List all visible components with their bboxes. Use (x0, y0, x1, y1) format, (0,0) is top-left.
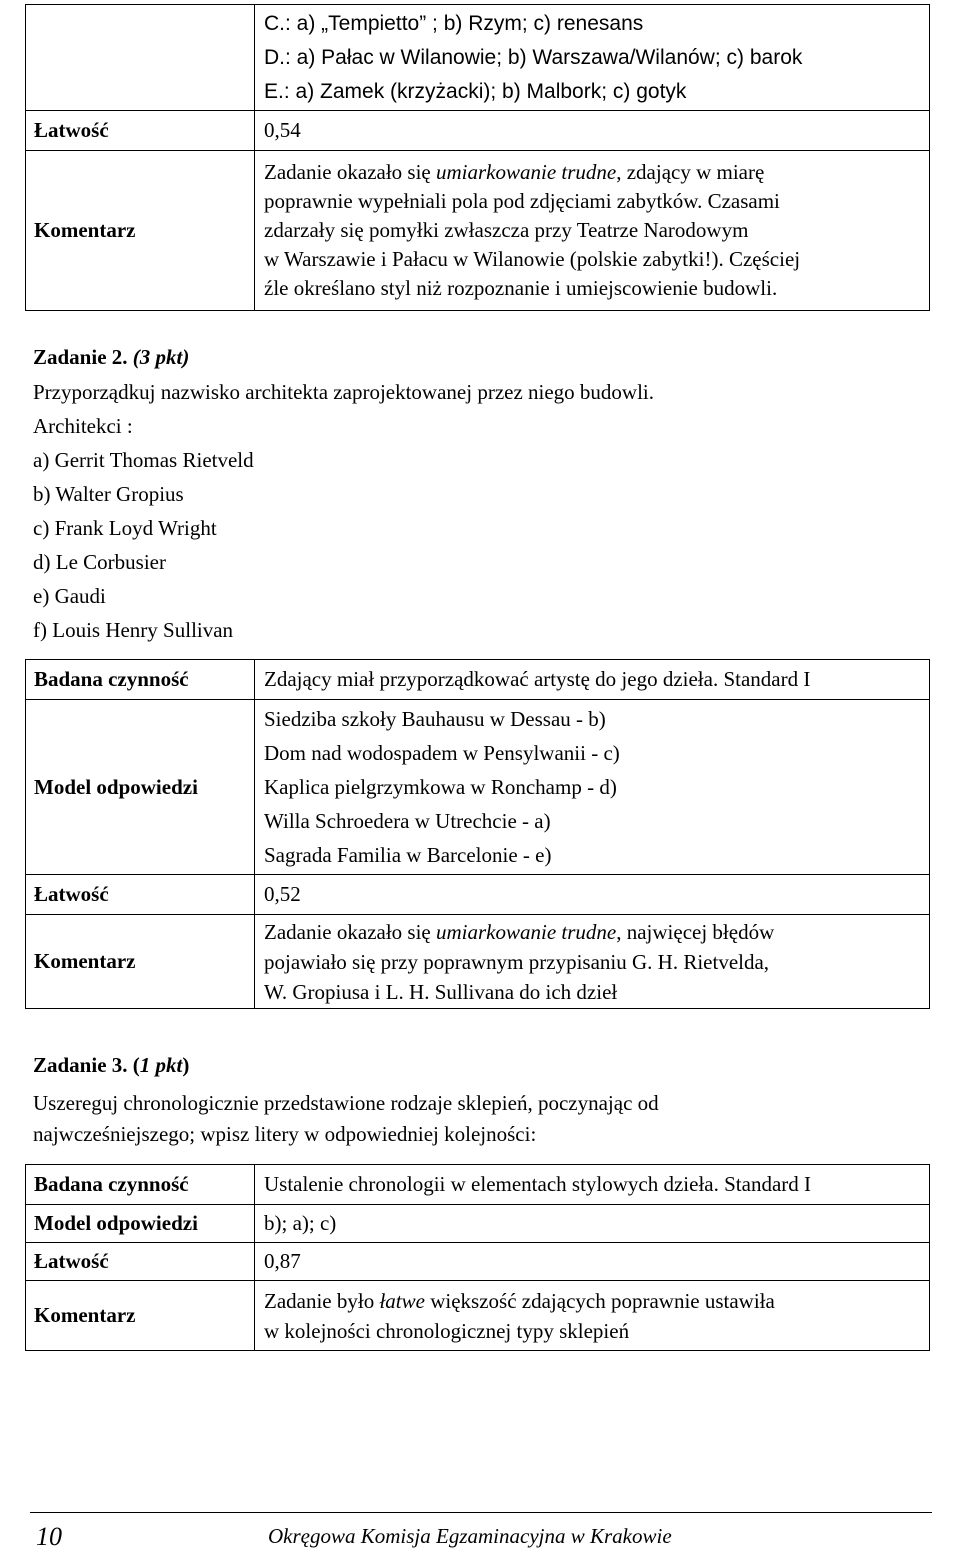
model-list (255, 700, 930, 875)
table-task3-summary (25, 1164, 930, 1351)
badana-label: Badana czynność (26, 660, 255, 700)
empty-cell (26, 5, 255, 111)
task2-points: (3 pkt) (132, 345, 190, 369)
latwosc-value: 0,54 (255, 111, 930, 151)
footer-institution: Okręgowa Komisja Egzaminacyjna w Krakowie (268, 1524, 672, 1548)
answer-c: C.: a) „Tempietto” ; b) Rzym; c) renesans (264, 12, 644, 35)
badana-value: Zdający miał przyporządkować artystę do jego dzieła. Standard I (255, 660, 930, 700)
architects-label: Architekci : (33, 414, 133, 438)
table-task1-summary (25, 4, 930, 311)
architect-e: e) Gaudi (33, 584, 106, 608)
komentarz-emphasis: łatwe (379, 1288, 425, 1313)
latwosc-value: 0,52 (255, 875, 930, 915)
answer-list (255, 5, 930, 111)
komentarz-text-part: Zadanie okazało się (264, 919, 436, 944)
architect-a: a) Gerrit Thomas Rietveld (33, 448, 254, 472)
architect-b: b) Walter Gropius (33, 482, 184, 506)
answer-d: D.: a) Pałac w Wilanowie; b) Warszawa/Wilanów; c) barok (264, 46, 803, 69)
latwosc-label: Łatwość (26, 111, 255, 151)
komentarz-line: W. Gropiusa i L. H. Sullivana do ich dzieł (264, 979, 618, 1004)
komentarz-line: pojawiało się przy poprawnym przypisaniu G. H. Rietvelda, (264, 949, 770, 974)
komentarz-line: zdarzały się pomyłki zwłaszcza przy Teatrze Narodowym (264, 218, 749, 242)
komentarz-line: w Warszawie i Pałacu w Wilanowie (polskie zabytki!). Częściej (264, 247, 801, 271)
task3-instruction-line1: Uszereguj chronologicznie przedstawione rodzaje sklepień, poczynając od (33, 1091, 659, 1115)
komentarz-text-part: , najwięcej błędów (616, 919, 775, 944)
model-label: Model odpowiedzi (26, 1205, 255, 1243)
komentarz-label: Komentarz (26, 915, 255, 1009)
model-item: Siedziba szkoły Bauhausu w Dessau - b) (264, 707, 606, 731)
architect-d: d) Le Corbusier (33, 550, 166, 574)
answer-e: E.: a) Zamek (krzyżacki); b) Malbork; c) gotyk (264, 80, 687, 103)
task3-points-open: ( (132, 1053, 140, 1077)
task2-title: Zadanie 2. (33, 345, 128, 369)
komentarz-emphasis: umiarkowanie trudne (436, 160, 617, 184)
table-task2-summary (25, 659, 930, 1009)
footer-divider (30, 1512, 932, 1513)
task3-points-close: ) (182, 1053, 190, 1077)
komentarz-line: źle określano styl niż rozpoznanie i umiejscowienie budowli. (264, 276, 778, 300)
model-item: Kaplica pielgrzymkowa w Ronchamp - d) (264, 775, 617, 799)
model-item: Willa Schroedera w Utrechcie - a) (264, 809, 551, 833)
komentarz-line (264, 1286, 929, 1316)
architect-c: c) Frank Loyd Wright (33, 516, 217, 540)
task3-instruction-line2: najwcześniejszego; wpisz litery w odpowiedniej kolejności: (33, 1122, 537, 1146)
komentarz-line: w kolejności chronologicznej typy sklepień (264, 1318, 630, 1343)
task2-instruction: Przyporządkuj nazwisko architekta zaprojektowanej przez niego budowli. (33, 380, 655, 404)
komentarz-line (264, 917, 929, 947)
komentarz-text-part: Zadanie było (264, 1288, 380, 1313)
komentarz-text (255, 915, 930, 1009)
latwosc-label: Łatwość (26, 1243, 255, 1281)
task3-title: Zadanie 3. (33, 1053, 128, 1077)
komentarz-text (255, 151, 930, 311)
komentarz-emphasis: umiarkowanie trudne (436, 919, 617, 944)
task2-heading (33, 343, 189, 371)
latwosc-value: 0,87 (255, 1243, 930, 1281)
latwosc-label: Łatwość (26, 875, 255, 915)
badana-value: Ustalenie chronologii w elementach stylowych dzieła. Standard I (255, 1165, 930, 1205)
model-value: b); a); c) (255, 1205, 930, 1243)
komentarz-line (264, 158, 929, 187)
komentarz-line: poprawnie wypełniali pola pod zdjęciami zabytków. Czasami (264, 189, 780, 213)
komentarz-text (255, 1281, 930, 1351)
task3-points: 1 pkt (139, 1053, 183, 1077)
komentarz-text-part: Zadanie okazało się (264, 160, 436, 184)
model-label: Model odpowiedzi (26, 700, 255, 875)
model-item: Sagrada Familia w Barcelonie - e) (264, 843, 552, 867)
page-number: 10 (36, 1522, 62, 1551)
task3-heading (33, 1051, 189, 1079)
komentarz-label: Komentarz (26, 1281, 255, 1351)
komentarz-text-part: większość zdających poprawnie ustawiła (424, 1288, 775, 1313)
architect-f: f) Louis Henry Sullivan (33, 618, 234, 642)
badana-label: Badana czynność (26, 1165, 255, 1205)
komentarz-label: Komentarz (26, 151, 255, 311)
model-item: Dom nad wodospadem w Pensylwanii - c) (264, 741, 620, 765)
komentarz-text-part: , zdający w miarę (616, 160, 765, 184)
